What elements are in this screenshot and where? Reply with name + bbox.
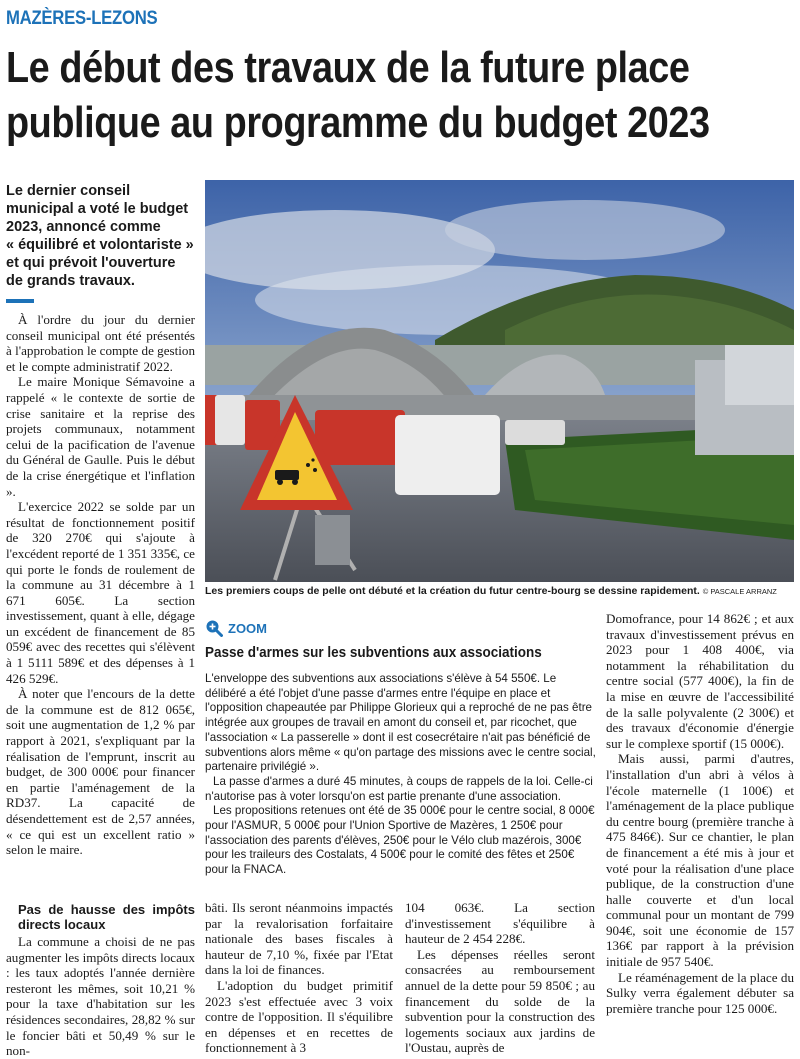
paragraph: L'enveloppe des subventions aux associations s'élève à 54 550€. Le délibéré a été l'objet d'une passe d'armes entre l'équipe en place et l'opposition chapeautée par Philippe Glorieux qui a reproché de ne pas être intégrée aux groupes de travail en amont du conseil et, par ricochet, que l'association « La passerelle » dont il est cosecrétaire n'ait pas bénéficié de subventions alors même « qu'on partage des missions avec le centre social, partenaire privilégié ». (205, 672, 596, 774)
article-column-4 (606, 611, 794, 1016)
caption-text: Les premiers coups de pelle ont débuté et la création du futur centre-bourg se dessine rapidement. (205, 585, 700, 597)
article-column-1-bottom (6, 902, 195, 1059)
headline-line-2: publique au programme du budget 2023 (6, 98, 710, 147)
magnifier-plus-icon (205, 619, 223, 637)
zoom-title: Passe d'armes sur les subventions aux associations (205, 645, 542, 661)
zoom-label (205, 619, 267, 637)
construction-site-photo (205, 180, 794, 582)
paragraph: La commune a choisi de ne pas augmenter les impôts directs locaux : les taux adoptés l'année dernière resteront les mêmes, soit 10,21 % pour la taxe d'habitation sur les résidences secondaires, 28,82 % sur le foncier bâti et 50,49 % sur le non- (6, 934, 195, 1059)
photo-credit: © PASCALE ARRANZ (702, 587, 777, 596)
paragraph: À l'ordre du jour du dernier conseil municipal ont été présentés à l'approbation le compte de gestion et le compte administratif 2022. (6, 312, 195, 374)
article-column-3 (405, 900, 595, 1056)
headline-line-1: Le début des travaux de la future place (6, 43, 690, 92)
paragraph: À noter que l'encours de la dette de la commune est de 812 065€, soit une augmentation de 1,2 % par rapport à 2021, s'expliquant par la réalisation de l'emprunt, inscrit au budget, de 300 000€ pour financer en partie l'aménagement de la RD37. La capacité de désendettement est de 2,57 années, « ce qui est un excellent ratio » selon le maire. (6, 686, 195, 858)
paragraph: La passe d'armes a duré 45 minutes, à coups de rappels de la loi. Celle-ci n'autorise pas à voter lorsqu'on est partie prenante d'une association. (205, 774, 593, 803)
paragraph: 104 063€. La section d'investissement s'équilibre à hauteur de 2 454 228€. (405, 900, 595, 947)
lede-line: 2023, annoncé comme (6, 219, 161, 235)
lede (6, 182, 196, 290)
paragraph: Domofrance, pour 14 862€ ; et aux travaux d'investissement prévus en 2023 pour 1 408 400€, via notamment la réhabilitation du centre social (577 400€), la fin de la mise en œuvre de l'accessibilité de la salle polyvalente (2 300€) et des travaux d'économie d'énergie sur le complexe sportif (15 000€). (606, 611, 794, 751)
lede-line: Le dernier conseil (6, 183, 131, 199)
photo-caption (205, 584, 794, 599)
subheading: Pas de hausse des impôts directs locaux (18, 902, 195, 932)
lede-line: de grands travaux. (6, 273, 135, 289)
accent-bar (6, 299, 34, 303)
article-column-2 (205, 900, 393, 1056)
paragraph: Les dépenses réelles seront consacrées au remboursement annuel de la dette pour 59 850€ ; au financement du solde de la subvention pour la construction des logements sociaux aux jardins de l'Oustau, auprès de (405, 946, 595, 1056)
section-kicker: MAZÈRES-LEZONS (6, 8, 158, 29)
lede-line: municipal a voté le budget (6, 201, 189, 217)
headline (6, 40, 780, 150)
zoom-label-text: ZOOM (228, 620, 267, 636)
zoom-body (205, 672, 598, 878)
paragraph: bâti. Ils seront néanmoins impactés par la revalorisation forfaitaire nationale des bases fiscales à hauteur de 7,10 %, fixée par l'Etat dans la loi de finances. (205, 900, 393, 978)
paragraph: Le réaménagement de la place du Sulky verra également débuter sa première tranche pour 125 000€. (606, 969, 794, 1016)
paragraph: Les propositions retenues ont été de 35 000€ pour le centre social, 8 000€ pour l'ASMUR, 5 000€ pour l'Union Sportive de Mazères, 1 250€ pour l'association des parents d'élèves, 250€ pour le Vélo club mazérois, 300€ pour les traileurs des Costalats, 4 500€ pour le comité des fêtes et 250€ pour la FNACA. (205, 804, 595, 877)
article-column-1 (6, 312, 195, 858)
lede-line: et qui prévoit l'ouverture (6, 255, 176, 271)
paragraph: L'exercice 2022 se solde par un résultat de fonctionnement positif de 320 270€ qui s'ajoute à l'excédent reporté de 1 351 335€, ce qui porte le fonds de roulement de la commune au 31 décembre à 1 671 605€. La section investissement, quant à elle, dégage un excédent de financement de 85 059€ avec des recettes qui s'élèvent à 1 5111 589€ et des dépenses à 1 426 529€. (6, 499, 195, 686)
paragraph: Mais aussi, parmi d'autres, l'installation d'un abri à vélos à l'école maternelle (1 100€) et l'aménagement de la place publique du centre bourg (première tranche à 475 846€). Sur ce chantier, le plan de financement a été mis à jour et voté pour la réalisation d'une place publique, de la construction d'une halle couverte et d'un local communal pour un montant de 799 904€, soit une économie de 157 136€ par rapport à la prévision initiale de 957 540€. (606, 751, 794, 970)
paragraph: Le maire Monique Sémavoine a rappelé « le contexte de sortie de crise sanitaire et la reprise des projets communaux, notamment celui de la pacification de l'avenue du Général de Gaulle. Puis le début de la crise énergétique et l'inflation ». (6, 374, 195, 499)
lede-line: « équilibré et volontariste » (6, 237, 194, 253)
paragraph: L'adoption du budget primitif 2023 s'est effectuée avec 3 voix contre de l'opposition. Il s'équilibre en dépenses et en recettes de fonctionnement à 3 (205, 977, 393, 1056)
